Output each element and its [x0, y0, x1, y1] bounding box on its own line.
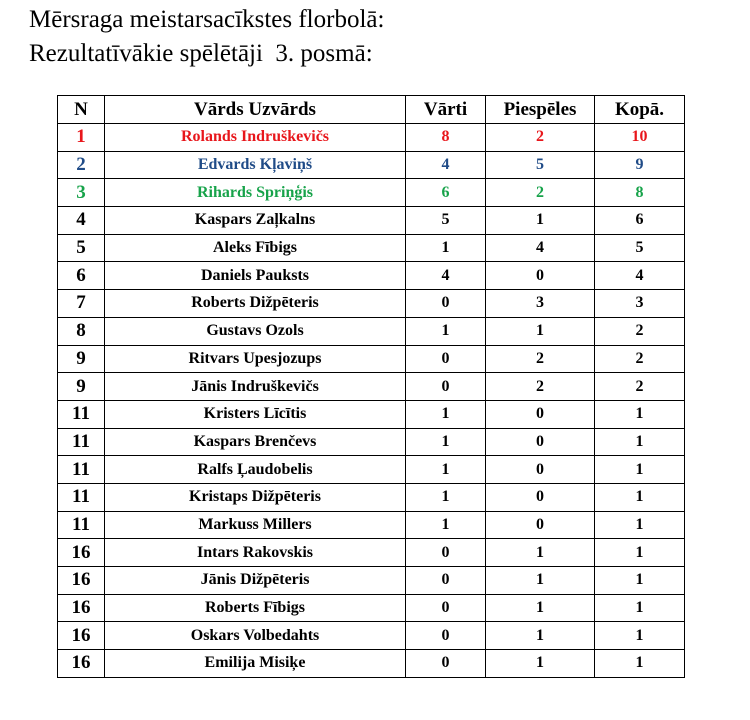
cell-assists: 0 [486, 428, 595, 456]
cell-player-name: Jānis Dižpēteris [105, 567, 406, 595]
cell-total: 1 [595, 428, 685, 456]
cell-total: 1 [595, 567, 685, 595]
header-total: Kopā. [595, 96, 685, 124]
cell-rank: 3 [58, 179, 105, 207]
cell-assists: 1 [486, 567, 595, 595]
table-row [58, 539, 685, 567]
table-row [58, 151, 685, 179]
cell-goals: 0 [406, 567, 486, 595]
cell-total: 6 [595, 207, 685, 235]
cell-player-name: Daniels Pauksts [105, 262, 406, 290]
cell-total: 2 [595, 345, 685, 373]
cell-rank: 16 [58, 594, 105, 622]
cell-assists: 2 [486, 124, 595, 152]
table-row [58, 262, 685, 290]
table-header-row [58, 96, 685, 124]
cell-player-name: Jānis Indruškevičs [105, 373, 406, 401]
cell-total: 1 [595, 400, 685, 428]
table-row [58, 345, 685, 373]
cell-assists: 1 [486, 317, 595, 345]
cell-player-name: Edvards Kļaviņš [105, 151, 406, 179]
table-row [58, 483, 685, 511]
cell-rank: 5 [58, 234, 105, 262]
cell-rank: 16 [58, 622, 105, 650]
cell-goals: 1 [406, 428, 486, 456]
cell-assists: 1 [486, 539, 595, 567]
cell-rank: 4 [58, 207, 105, 235]
header-name: Vārds Uzvārds [105, 96, 406, 124]
header-rank: N [58, 96, 105, 124]
cell-player-name: Roberts Fībigs [105, 594, 406, 622]
scorers-table [57, 95, 685, 678]
cell-assists: 0 [486, 456, 595, 484]
cell-total: 2 [595, 317, 685, 345]
cell-assists: 1 [486, 594, 595, 622]
cell-assists: 0 [486, 262, 595, 290]
cell-player-name: Ralfs Ļaudobelis [105, 456, 406, 484]
cell-total: 3 [595, 290, 685, 318]
cell-assists: 3 [486, 290, 595, 318]
cell-player-name: Kaspars Brenčevs [105, 428, 406, 456]
cell-rank: 11 [58, 428, 105, 456]
cell-player-name: Markuss Millers [105, 511, 406, 539]
cell-rank: 2 [58, 151, 105, 179]
cell-player-name: Rolands Indruškevičs [105, 124, 406, 152]
cell-player-name: Kaspars Zaļkalns [105, 207, 406, 235]
cell-goals: 1 [406, 400, 486, 428]
table-row [58, 511, 685, 539]
cell-player-name: Kristers Līcītis [105, 400, 406, 428]
table-row [58, 567, 685, 595]
cell-rank: 9 [58, 373, 105, 401]
cell-rank: 16 [58, 539, 105, 567]
cell-goals: 0 [406, 594, 486, 622]
cell-assists: 1 [486, 207, 595, 235]
cell-total: 10 [595, 124, 685, 152]
cell-rank: 8 [58, 317, 105, 345]
cell-player-name: Emilija Misiķe [105, 650, 406, 678]
table-row [58, 290, 685, 318]
cell-goals: 6 [406, 179, 486, 207]
cell-assists: 1 [486, 622, 595, 650]
cell-assists: 0 [486, 483, 595, 511]
cell-player-name: Intars Rakovskis [105, 539, 406, 567]
table-row [58, 317, 685, 345]
cell-total: 1 [595, 456, 685, 484]
cell-total: 8 [595, 179, 685, 207]
cell-rank: 11 [58, 511, 105, 539]
cell-rank: 7 [58, 290, 105, 318]
cell-total: 2 [595, 373, 685, 401]
cell-assists: 0 [486, 511, 595, 539]
table-row [58, 124, 685, 152]
cell-total: 1 [595, 650, 685, 678]
cell-goals: 0 [406, 622, 486, 650]
table-row [58, 594, 685, 622]
cell-goals: 0 [406, 539, 486, 567]
cell-player-name: Roberts Dižpēteris [105, 290, 406, 318]
cell-rank: 1 [58, 124, 105, 152]
cell-goals: 1 [406, 456, 486, 484]
cell-total: 4 [595, 262, 685, 290]
cell-total: 9 [595, 151, 685, 179]
cell-assists: 1 [486, 650, 595, 678]
cell-player-name: Oskars Volbedahts [105, 622, 406, 650]
cell-rank: 11 [58, 400, 105, 428]
header-goals: Vārti [406, 96, 486, 124]
cell-goals: 1 [406, 511, 486, 539]
cell-total: 1 [595, 483, 685, 511]
cell-total: 1 [595, 511, 685, 539]
cell-goals: 4 [406, 151, 486, 179]
cell-rank: 11 [58, 456, 105, 484]
cell-total: 1 [595, 594, 685, 622]
table-row [58, 456, 685, 484]
cell-goals: 0 [406, 345, 486, 373]
table-row [58, 179, 685, 207]
cell-goals: 0 [406, 373, 486, 401]
table-row [58, 373, 685, 401]
cell-goals: 0 [406, 290, 486, 318]
cell-assists: 4 [486, 234, 595, 262]
cell-goals: 1 [406, 483, 486, 511]
cell-rank: 16 [58, 650, 105, 678]
cell-assists: 0 [486, 400, 595, 428]
document-title-line-1: Mērsraga meistarsacīkstes florbolā: [29, 6, 385, 33]
cell-total: 5 [595, 234, 685, 262]
cell-assists: 2 [486, 345, 595, 373]
table-row [58, 650, 685, 678]
cell-rank: 16 [58, 567, 105, 595]
cell-assists: 2 [486, 179, 595, 207]
cell-player-name: Rihards Spriņģis [105, 179, 406, 207]
cell-total: 1 [595, 622, 685, 650]
cell-assists: 2 [486, 373, 595, 401]
cell-player-name: Ritvars Upesjozups [105, 345, 406, 373]
cell-player-name: Kristaps Dižpēteris [105, 483, 406, 511]
cell-goals: 5 [406, 207, 486, 235]
cell-goals: 0 [406, 650, 486, 678]
header-assists: Piespēles [486, 96, 595, 124]
cell-goals: 8 [406, 124, 486, 152]
table-row [58, 622, 685, 650]
cell-player-name: Gustavs Ozols [105, 317, 406, 345]
cell-total: 1 [595, 539, 685, 567]
cell-goals: 4 [406, 262, 486, 290]
cell-player-name: Aleks Fībigs [105, 234, 406, 262]
cell-rank: 6 [58, 262, 105, 290]
cell-rank: 9 [58, 345, 105, 373]
cell-assists: 5 [486, 151, 595, 179]
table-row [58, 428, 685, 456]
table-row [58, 400, 685, 428]
document-title-line-2: Rezultatīvākie spēlētāji 3. posmā: [29, 40, 373, 67]
cell-goals: 1 [406, 234, 486, 262]
table-row [58, 207, 685, 235]
cell-rank: 11 [58, 483, 105, 511]
table-row [58, 234, 685, 262]
cell-goals: 1 [406, 317, 486, 345]
